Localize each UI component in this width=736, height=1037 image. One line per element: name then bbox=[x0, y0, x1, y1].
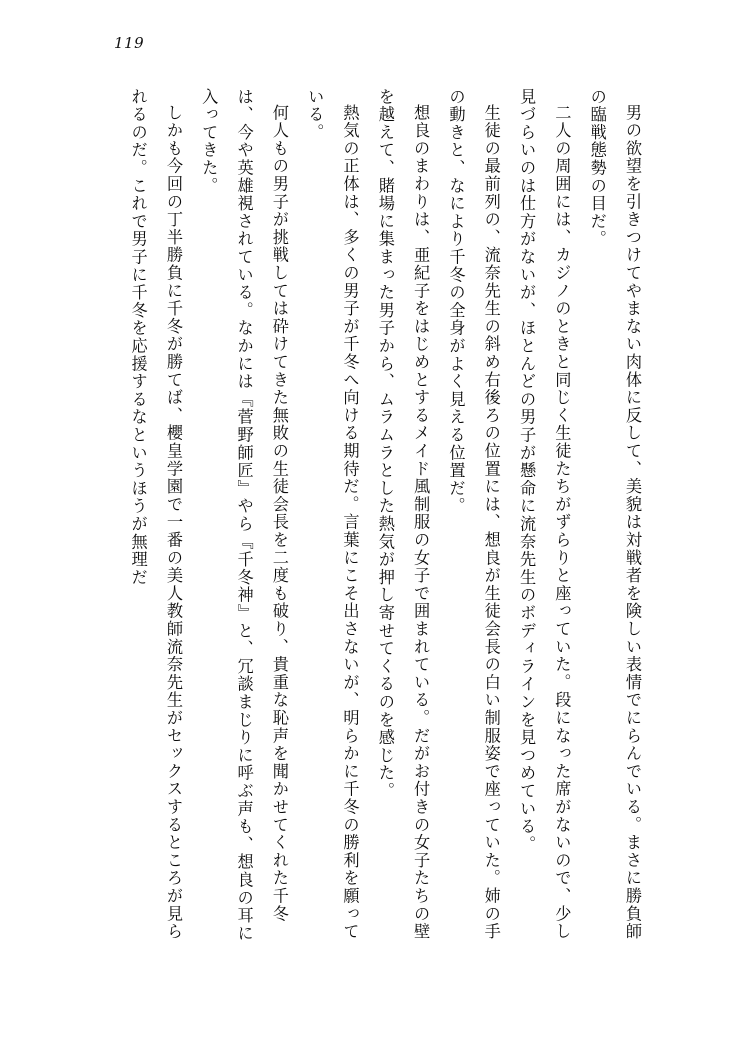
paragraph: 何人もの男子が挑戦しては砕けてきた無敗の生徒会長を二度も破り、貴重な恥声を聞かせてくれた千冬は、今や英雄視されている。なかには『菅野師匠』やら『千冬神』と、冗談まじりに呼ぶ声も、想良の耳に入ってきた。 bbox=[199, 88, 289, 943]
page-number: 119 bbox=[114, 34, 145, 52]
paragraph: 熱気の正体は、多くの男子が千冬へ向ける期待だ。言葉にこそ出さないが、明らかに千冬の勝利を願っている。 bbox=[305, 88, 360, 941]
paragraph: しかも今回の丁半勝負に千冬が勝てば、櫻皇学園で一番の美人教師流奈先生がセックスするところが見られるのだ。これで男子に千冬を応援するなというほうが無理だ bbox=[128, 88, 183, 941]
paragraph: 男の欲望を引きつけてやまない肉体に反して、美貌は対戦者を険しい表情でにらんでいる。まさに勝負師の臨戦態勢の目だ。 bbox=[587, 88, 642, 941]
paragraph: 二人の周囲には、カジノのときと同じく生徒たちがずらりと座っていた。段になった席がないので、少し見づらいのは仕方がないが、ほとんどの男子が懸命に流奈先生のボディラインを見つめている。 bbox=[517, 88, 572, 941]
paragraph: 想良のまわりは、亜紀子をはじめとするメイド風制服の女子で囲まれている。だがお付きの女子たちの壁を越えて、賭場に集まった男子から、ムラムラとした熱気が押し寄せてくるのを感じた。 bbox=[375, 88, 431, 941]
body-text-vertical bbox=[120, 88, 650, 958]
paragraph: 生徒の最前列の、流奈先生の斜め右後ろの位置には、想良が生徒会長の白い制服姿で座っていた。姉の手の動きと、なにより千冬の全身がよく見える位置だ。 bbox=[446, 88, 501, 941]
